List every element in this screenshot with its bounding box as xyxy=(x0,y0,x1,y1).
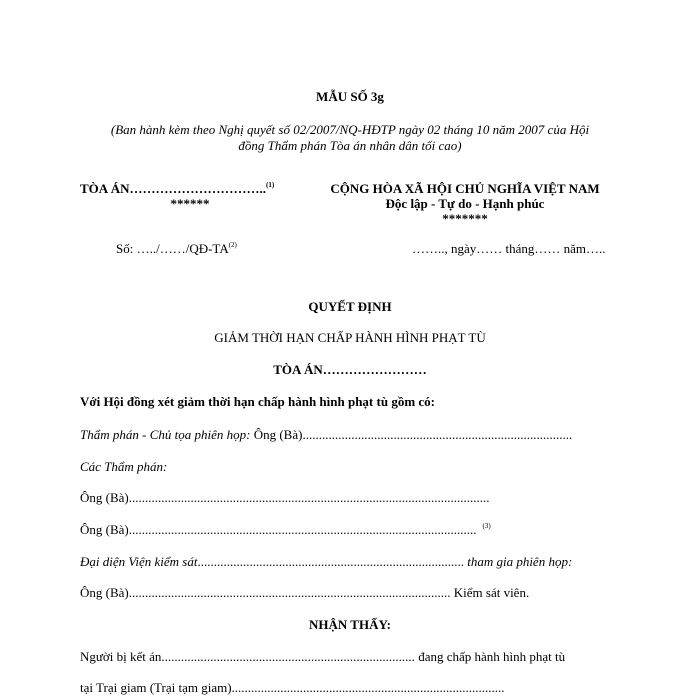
judge-footnote-ref: (3) xyxy=(482,522,491,530)
court-stars: ****** xyxy=(170,196,210,211)
form-title: MẪU SỐ 3g xyxy=(316,89,384,104)
presiding-judge-label: Thẩm phán - Chủ tọa phiên họp: xyxy=(80,427,251,442)
prison-line: tại Trại giam (Trại tạm giam).................................................................................... xyxy=(80,680,505,695)
court-footnote-ref: (1) xyxy=(265,181,275,189)
court-line: TÒA ÁN…………………… xyxy=(273,362,427,377)
court-header xyxy=(80,181,274,197)
issuance-note-line2: đồng Thẩm phán Tòa án nhân dân tối cao) xyxy=(238,138,462,153)
procuracy-line xyxy=(80,554,572,570)
court-label: TÒA ÁN………………………….. xyxy=(80,181,266,196)
procuracy-dots: .................................................................................. xyxy=(197,554,464,569)
convict-label: Người bị kết án.............................................................................. xyxy=(80,649,415,664)
number-footnote-ref: (2) xyxy=(228,241,237,249)
judge-line-2 xyxy=(80,522,491,538)
convict-line xyxy=(80,649,565,665)
council-heading: Với Hội đồng xét giảm thời hạn chấp hành hình phạt tù gồm có: xyxy=(80,394,435,409)
nation-title: CỘNG HÒA XÃ HỘI CHỦ NGHĨA VIỆT NAM xyxy=(330,181,600,196)
decision-number-label: Số: …../……/QĐ-TA xyxy=(116,241,229,256)
judge-line-2-text: Ông (Bà)........................................................................................................... xyxy=(80,522,477,537)
findings-heading: NHẬN THẤY: xyxy=(309,617,391,632)
issuance-note-line1: (Ban hành kèm theo Nghị quyết số 02/2007/NQ-HĐTP ngày 02 tháng 10 năm 2007 của Hội xyxy=(110,122,590,137)
judges-label: Các Thẩm phán: xyxy=(80,459,168,474)
motto-stars: ******* xyxy=(442,211,488,226)
prosecutor-line xyxy=(80,585,529,601)
presiding-judge-line xyxy=(80,427,572,443)
judge-line-1: Ông (Bà)............................................................................................................... xyxy=(80,490,490,505)
decision-number xyxy=(116,241,237,257)
prosecutor-name: Ông (Bà)................................................................................................... xyxy=(80,585,451,600)
decision-subject: GIẢM THỜI HẠN CHẤP HÀNH HÌNH PHẠT TÙ xyxy=(214,330,486,345)
motto: Độc lập - Tự do - Hạnh phúc xyxy=(385,196,545,211)
procuracy-tail: tham gia phiên họp: xyxy=(467,554,573,569)
presiding-judge-value: Ông (Bà)................................................................................... xyxy=(250,427,573,442)
date-line: …….., ngày…… tháng…… năm….. xyxy=(412,241,606,256)
decision-title: QUYẾT ĐỊNH xyxy=(308,299,392,314)
convict-status: đang chấp hành hình phạt tù xyxy=(418,649,566,664)
procuracy-label: Đại diện Viện kiểm sát xyxy=(80,554,198,569)
prosecutor-title: Kiểm sát viên. xyxy=(453,585,530,600)
